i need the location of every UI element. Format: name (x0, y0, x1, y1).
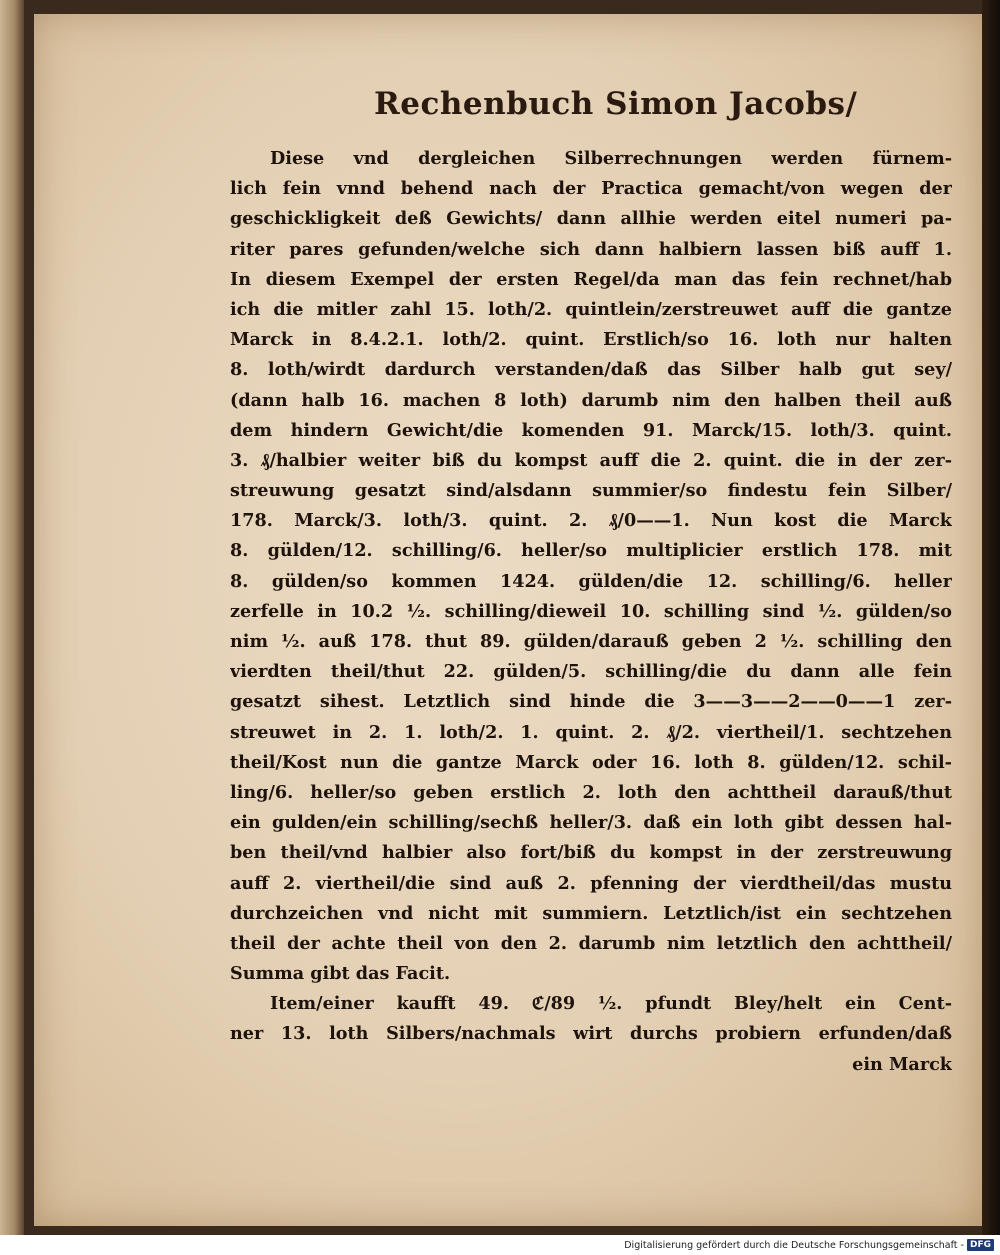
text-line: streuwung gesatzt sind/alsdann summier/so findestu fein Silber/ (230, 480, 952, 502)
text-line: theil/Kost nun die gantze Marck oder 16. loth 8. gülden/12. schil- (230, 751, 952, 773)
text-line: 8. gülden/12. schilling/6. heller/so multiplicier erstlich 178. mit (230, 540, 952, 562)
text-line: Item/einer kaufft 49. ℭ/89 ½. pfundt Bley/helt ein Cent- (270, 993, 952, 1015)
text-line: riter pares gefunden/welche sich dann halbiern lassen biß auff 1. (230, 238, 952, 260)
text-line: auff 2. viertheil/die sind auß 2. pfenning der vierdtheil/das mustu (230, 872, 952, 894)
text-line: In diesem Exempel der ersten Regel/da man das fein rechnet/hab (230, 268, 952, 290)
catchword: ein Marck (852, 1053, 952, 1075)
text-line: ich die mitler zahl 15. loth/2. quintlein/zerstreuwet auff die gantze (230, 298, 952, 320)
text-line: geschickligkeit deß Gewichts/ dann allhie werden eitel numeri pa- (230, 208, 952, 230)
running-head: Rechenbuch Simon Jacobs/ (374, 86, 858, 122)
footer-credit: Digitalisierung gefördert durch die Deutsche Forschungsgemeinschaft - (624, 1239, 964, 1251)
text-line: ling/6. heller/so geben erstlich 2. loth den achttheil darauß/thut (230, 781, 952, 803)
text-line: streuwet in 2. 1. loth/2. 1. quint. 2. ₰/2. viertheil/1. sechtzehen (230, 721, 952, 743)
digitization-footer (624, 1239, 994, 1251)
text-line: Summa gibt das Facit. (230, 963, 451, 985)
text-line: Marck in 8.4.2.1. loth/2. quint. Erstlich/so 16. loth nur halten (230, 329, 952, 351)
text-line: lich fein vnnd behend nach der Practica gemacht/von wegen der (230, 178, 952, 200)
text-line: zerfelle in 10.2 ½. schilling/dieweil 10. schilling sind ½. gülden/so (230, 600, 952, 622)
text-line: ben theil/vnd halbier also fort/biß du kompst in der zerstreuwung (230, 842, 952, 864)
text-line: ner 13. loth Silbers/nachmals wirt durchs probiern erfunden/daß (230, 1023, 952, 1045)
book-page (34, 14, 982, 1226)
text-line: gesatzt sihest. Letztlich sind hinde die 3——3——2——0——1 zer- (230, 691, 952, 713)
text-line: dem hindern Gewicht/die komenden 91. Marck/15. loth/3. quint. (230, 419, 952, 441)
text-line: durchzeichen vnd nicht mit summiern. Letztlich/ist ein sechtzehen (230, 902, 952, 924)
text-line: nim ½. auß 178. thut 89. gülden/darauß geben 2 ½. schilling den (230, 631, 952, 652)
text-line: 8. loth/wirdt dardurch verstanden/daß das Silber halb gut sey/ (230, 359, 952, 381)
body-text (230, 144, 952, 1080)
text-line: Diese vnd dergleichen Silberrechnungen werden fürnem- (270, 148, 952, 169)
text-line: theil der achte theil von den 2. darumb nim letztlich den achttheil/ (230, 932, 952, 954)
text-line: 3. ₰/halbier weiter biß du kompst auff die 2. quint. die in der zer- (230, 449, 952, 471)
dfg-logo-icon: DFG (967, 1239, 994, 1251)
text-line: vierdten theil/thut 22. gülden/5. schilling/die du dann alle fein (230, 661, 952, 683)
text-line: ein gulden/ein schilling/sechß heller/3. daß ein loth gibt dessen hal- (230, 812, 952, 834)
text-line: (dann halb 16. machen 8 loth) darumb nim den halben theil auß (230, 389, 952, 411)
text-line: 8. gülden/so kommen 1424. gülden/die 12. schilling/6. heller (230, 570, 952, 592)
text-line: 178. Marck/3. loth/3. quint. 2. ₰/0——1. Nun kost die Marck (230, 510, 952, 532)
